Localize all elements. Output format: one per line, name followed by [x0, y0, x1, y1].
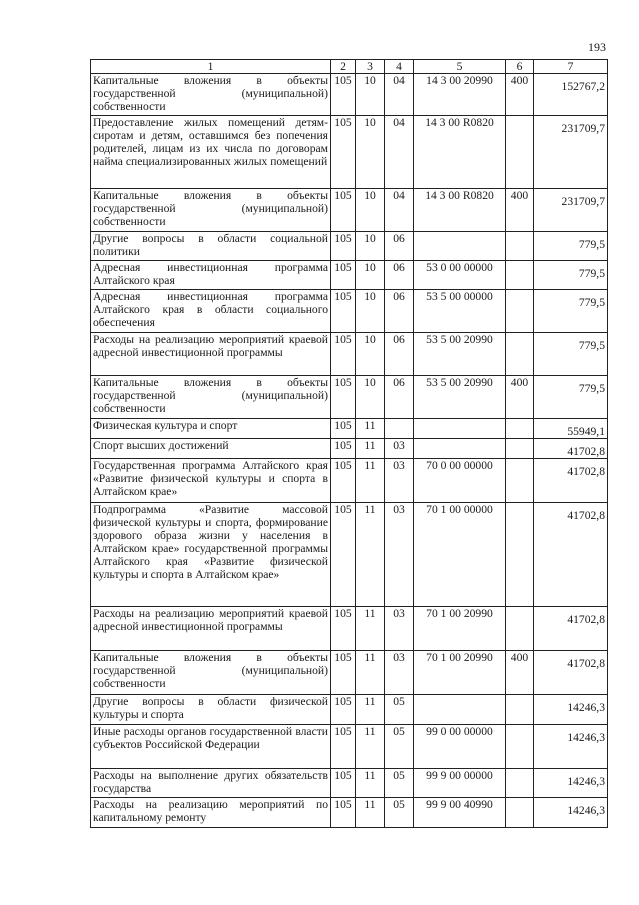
amount-value: 14246,3	[567, 701, 605, 714]
amount-value: 779,5	[578, 339, 605, 352]
row-subsection: 03	[385, 503, 414, 607]
row-expense-type: 400	[506, 376, 534, 419]
row-section: 10	[356, 376, 385, 419]
row-expense-type	[506, 232, 534, 261]
row-target-code: 53 0 00 00000	[414, 261, 506, 290]
row-section: 11	[356, 651, 385, 695]
row-subsection: 04	[385, 116, 414, 189]
row-expense-type	[506, 116, 534, 189]
amount-value: 41702,8	[567, 657, 605, 670]
row-expense-type	[506, 290, 534, 333]
table-row	[91, 439, 608, 459]
column-header: 4	[385, 60, 414, 74]
amount-value: 41702,8	[567, 445, 605, 458]
row-section: 10	[356, 290, 385, 333]
row-target-code: 14 3 00 20990	[414, 74, 506, 116]
row-amount	[534, 651, 608, 695]
row-section: 11	[356, 503, 385, 607]
row-name: Физическая культура и спорт	[91, 419, 331, 439]
column-header: 2	[331, 60, 356, 74]
table-row	[91, 695, 608, 725]
row-section: 10	[356, 74, 385, 116]
row-subsection: 05	[385, 798, 414, 828]
budget-table	[90, 59, 608, 828]
row-subsection	[385, 419, 414, 439]
row-subsection: 06	[385, 376, 414, 419]
table-row	[91, 333, 608, 376]
row-expense-type	[506, 798, 534, 828]
table-row	[91, 459, 608, 503]
row-name: Расходы на выполнение других обязательств государства	[91, 769, 331, 798]
row-amount	[534, 189, 608, 232]
row-expense-type	[506, 769, 534, 798]
row-amount	[534, 261, 608, 290]
row-name: Спорт высших достижений	[91, 439, 331, 459]
row-target-code	[414, 439, 506, 459]
row-expense-type	[506, 503, 534, 607]
row-target-code: 70 0 00 00000	[414, 459, 506, 503]
row-code-2: 105	[331, 651, 356, 695]
table-row	[91, 261, 608, 290]
table-row	[91, 503, 608, 607]
amount-value: 41702,8	[567, 509, 605, 522]
row-amount	[534, 459, 608, 503]
amount-value: 41702,8	[567, 613, 605, 626]
row-section: 10	[356, 116, 385, 189]
table-row	[91, 189, 608, 232]
row-subsection: 04	[385, 189, 414, 232]
row-target-code	[414, 695, 506, 725]
row-target-code: 14 3 00 R0820	[414, 116, 506, 189]
row-code-2: 105	[331, 459, 356, 503]
row-name: Расходы на реализацию мероприятий краевой адресной инвестиционной программы	[91, 333, 331, 376]
table-row	[91, 607, 608, 651]
row-code-2: 105	[331, 333, 356, 376]
row-name: Адресная инвестиционная программа Алтайского края	[91, 261, 331, 290]
column-header: 3	[356, 60, 385, 74]
row-target-code: 99 0 00 00000	[414, 725, 506, 769]
row-amount	[534, 376, 608, 419]
amount-value: 55949,1	[567, 425, 605, 438]
row-amount	[534, 769, 608, 798]
amount-value: 231709,7	[561, 195, 605, 208]
row-section: 11	[356, 798, 385, 828]
table-row	[91, 769, 608, 798]
table-row	[91, 116, 608, 189]
row-subsection: 03	[385, 651, 414, 695]
amount-value: 779,5	[578, 238, 605, 251]
row-code-2: 105	[331, 376, 356, 419]
row-target-code: 70 1 00 00000	[414, 503, 506, 607]
row-expense-type	[506, 439, 534, 459]
row-amount	[534, 290, 608, 333]
column-header: 1	[91, 60, 331, 74]
table-row	[91, 419, 608, 439]
row-subsection: 06	[385, 333, 414, 376]
table-row	[91, 232, 608, 261]
row-name: Подпрограмма «Развитие массовой физической культуры и спорта, формирование здорового образа жизни у населения в Алтайском крае» государственной программы Алтайского края «Развитие физической культуры и спорта в Алтайском крае»	[91, 503, 331, 607]
amount-value: 231709,7	[561, 122, 605, 135]
row-expense-type	[506, 419, 534, 439]
amount-value: 14246,3	[567, 731, 605, 744]
row-code-2: 105	[331, 725, 356, 769]
row-section: 11	[356, 725, 385, 769]
row-name: Другие вопросы в области физической культуры и спорта	[91, 695, 331, 725]
row-expense-type: 400	[506, 74, 534, 116]
row-code-2: 105	[331, 607, 356, 651]
row-code-2: 105	[331, 232, 356, 261]
row-expense-type	[506, 459, 534, 503]
table-row	[91, 376, 608, 419]
row-code-2: 105	[331, 261, 356, 290]
row-name: Капитальные вложения в объекты государственной (муниципальной) собственности	[91, 376, 331, 419]
amount-value: 779,5	[578, 267, 605, 280]
column-header: 7	[534, 60, 608, 74]
row-target-code: 99 9 00 00000	[414, 769, 506, 798]
row-code-2: 105	[331, 419, 356, 439]
row-target-code	[414, 419, 506, 439]
row-name: Расходы на реализацию мероприятий краевой адресной инвестиционной программы	[91, 607, 331, 651]
row-target-code: 53 5 00 00000	[414, 290, 506, 333]
amount-value: 779,5	[578, 382, 605, 395]
row-target-code	[414, 232, 506, 261]
row-target-code: 53 5 00 20990	[414, 376, 506, 419]
row-name: Предоставление жилых помещений детям-сиротам и детям, оставшимся без попечения родителей, лицам из их числа по договорам найма специализированных жилых помещений	[91, 116, 331, 189]
row-section: 10	[356, 333, 385, 376]
page-number: 193	[588, 40, 606, 54]
row-section: 11	[356, 419, 385, 439]
row-subsection: 04	[385, 74, 414, 116]
row-subsection: 03	[385, 439, 414, 459]
row-code-2: 105	[331, 798, 356, 828]
table-row	[91, 798, 608, 828]
row-name: Адресная инвестиционная программа Алтайского края в области социального обеспечения	[91, 290, 331, 333]
row-code-2: 105	[331, 116, 356, 189]
row-expense-type	[506, 607, 534, 651]
row-name: Иные расходы органов государственной власти субъектов Российской Федерации	[91, 725, 331, 769]
row-code-2: 105	[331, 439, 356, 459]
row-subsection: 06	[385, 232, 414, 261]
table-row	[91, 74, 608, 116]
row-code-2: 105	[331, 769, 356, 798]
row-name: Капитальные вложения в объекты государственной (муниципальной) собственности	[91, 651, 331, 695]
amount-value: 152767,2	[561, 80, 605, 93]
row-expense-type	[506, 261, 534, 290]
amount-value: 14246,3	[567, 804, 605, 817]
row-subsection: 06	[385, 290, 414, 333]
row-subsection: 05	[385, 769, 414, 798]
row-amount	[534, 607, 608, 651]
row-section: 11	[356, 459, 385, 503]
amount-value: 14246,3	[567, 775, 605, 788]
row-expense-type	[506, 725, 534, 769]
row-target-code: 14 3 00 R0820	[414, 189, 506, 232]
row-amount	[534, 232, 608, 261]
row-amount	[534, 725, 608, 769]
row-section: 10	[356, 189, 385, 232]
table-row	[91, 651, 608, 695]
row-code-2: 105	[331, 290, 356, 333]
row-amount	[534, 695, 608, 725]
row-section: 11	[356, 607, 385, 651]
row-amount	[534, 798, 608, 828]
table-row	[91, 725, 608, 769]
row-section: 11	[356, 769, 385, 798]
row-expense-type: 400	[506, 651, 534, 695]
amount-value: 41702,8	[567, 465, 605, 478]
row-code-2: 105	[331, 189, 356, 232]
row-target-code: 70 1 00 20990	[414, 651, 506, 695]
row-expense-type	[506, 333, 534, 376]
amount-value: 779,5	[578, 296, 605, 309]
row-amount	[534, 333, 608, 376]
row-section: 10	[356, 232, 385, 261]
row-target-code: 53 5 00 20990	[414, 333, 506, 376]
row-target-code: 99 9 00 40990	[414, 798, 506, 828]
row-expense-type: 400	[506, 189, 534, 232]
row-section: 11	[356, 439, 385, 459]
row-subsection: 05	[385, 695, 414, 725]
row-amount	[534, 419, 608, 439]
row-amount	[534, 116, 608, 189]
table-row	[91, 290, 608, 333]
row-section: 10	[356, 261, 385, 290]
row-expense-type	[506, 695, 534, 725]
row-name: Другие вопросы в области социальной политики	[91, 232, 331, 261]
row-section: 11	[356, 695, 385, 725]
row-target-code: 70 1 00 20990	[414, 607, 506, 651]
column-header: 6	[506, 60, 534, 74]
row-code-2: 105	[331, 503, 356, 607]
column-header: 5	[414, 60, 506, 74]
row-name: Расходы на реализацию мероприятий по капитальному ремонту	[91, 798, 331, 828]
row-amount	[534, 503, 608, 607]
row-code-2: 105	[331, 695, 356, 725]
row-name: Государственная программа Алтайского края «Развитие физической культуры и спорта в Алтайском крае»	[91, 459, 331, 503]
row-subsection: 03	[385, 607, 414, 651]
row-code-2: 105	[331, 74, 356, 116]
row-subsection: 06	[385, 261, 414, 290]
row-amount	[534, 439, 608, 459]
row-subsection: 05	[385, 725, 414, 769]
row-name: Капитальные вложения в объекты государственной (муниципальной) собственности	[91, 74, 331, 116]
table-header-row	[91, 60, 608, 74]
row-amount	[534, 74, 608, 116]
row-subsection: 03	[385, 459, 414, 503]
row-name: Капитальные вложения в объекты государственной (муниципальной) собственности	[91, 189, 331, 232]
